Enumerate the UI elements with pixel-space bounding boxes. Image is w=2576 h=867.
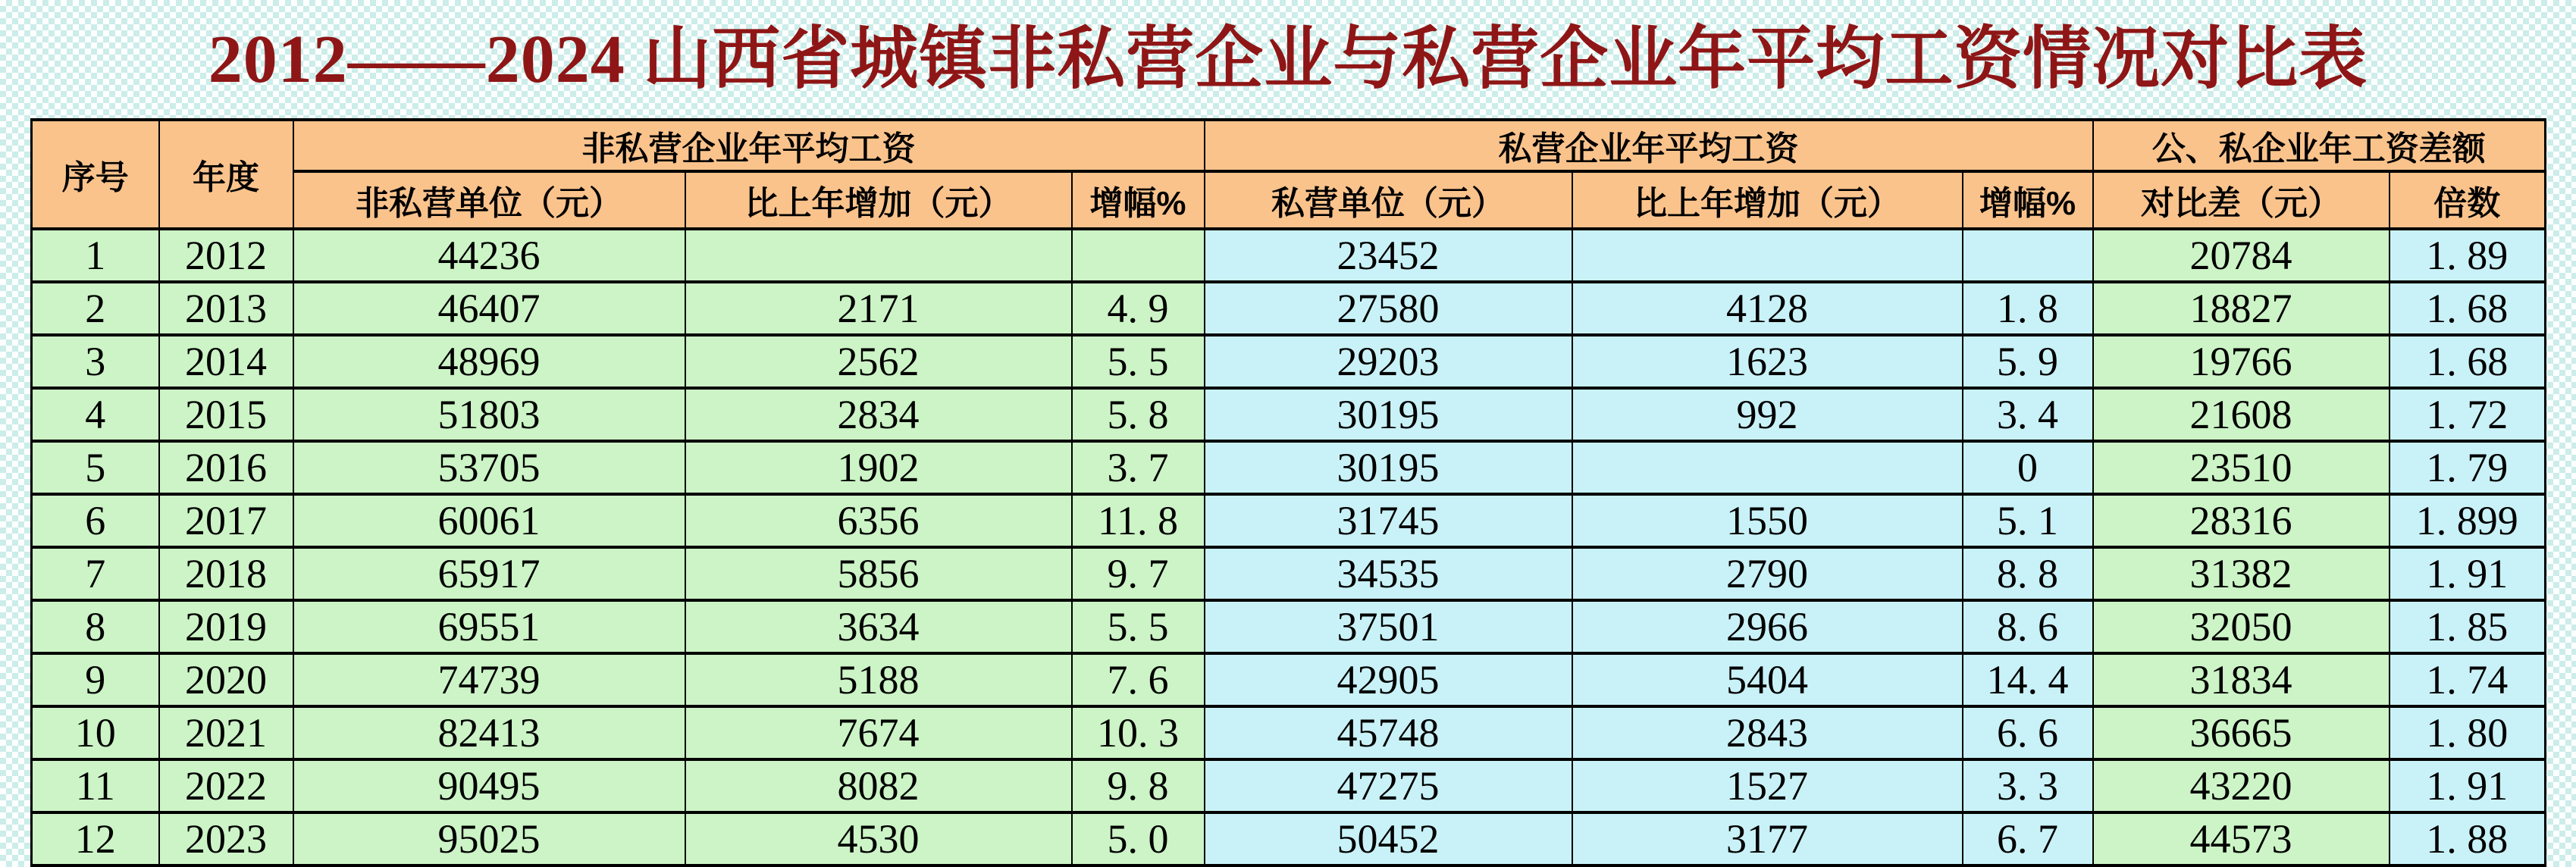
- cell-np-increase: 2834: [685, 388, 1072, 441]
- cell-p-increase: 5404: [1572, 653, 1963, 706]
- cell-year: 2020: [159, 653, 293, 706]
- cell-np-wage: 74739: [293, 653, 685, 706]
- cell-np-increase: 5188: [685, 653, 1072, 706]
- cell-serial: 8: [32, 600, 159, 653]
- cell-np-growth: 5. 5: [1072, 600, 1205, 653]
- cell-p-wage: 37501: [1205, 600, 1572, 653]
- cell-p-growth: 3. 3: [1963, 759, 2093, 812]
- table-row: [32, 282, 2546, 335]
- cell-p-increase: [1572, 229, 1963, 282]
- cell-np-growth: 7. 6: [1072, 653, 1205, 706]
- table-row: [32, 600, 2546, 653]
- cell-p-growth: 6. 6: [1963, 706, 2093, 759]
- cell-p-wage: 31745: [1205, 494, 1572, 547]
- cell-p-growth: 6. 7: [1963, 812, 2093, 865]
- table-row: [32, 653, 2546, 706]
- cell-p-wage: 45748: [1205, 706, 1572, 759]
- header-p-growth: 增幅%: [1963, 171, 2093, 229]
- cell-gap-diff: 18827: [2093, 282, 2390, 335]
- header-gap-ratio: 倍数: [2390, 171, 2546, 229]
- cell-p-wage: 30195: [1205, 441, 1572, 494]
- cell-np-growth: 5. 0: [1072, 812, 1205, 865]
- cell-np-increase: 7674: [685, 706, 1072, 759]
- cell-gap-ratio: 1. 899: [2390, 494, 2546, 547]
- cell-gap-diff: 43220: [2093, 759, 2390, 812]
- cell-np-increase: 3634: [685, 600, 1072, 653]
- header-np-growth: 增幅%: [1072, 171, 1205, 229]
- cell-p-growth: [1963, 229, 2093, 282]
- table-row: [32, 229, 2546, 282]
- cell-year: 2016: [159, 441, 293, 494]
- cell-p-wage: 47275: [1205, 759, 1572, 812]
- cell-serial: 3: [32, 335, 159, 388]
- cell-np-increase: 4530: [685, 812, 1072, 865]
- header-np-unit: 非私营单位（元）: [293, 171, 685, 229]
- cell-gap-ratio: 1. 85: [2390, 600, 2546, 653]
- cell-p-wage: 42905: [1205, 653, 1572, 706]
- cell-p-wage: 29203: [1205, 335, 1572, 388]
- cell-gap-diff: 21608: [2093, 388, 2390, 441]
- cell-p-growth: 0: [1963, 441, 2093, 494]
- cell-gap-diff: 32050: [2093, 600, 2390, 653]
- cell-np-wage: 95025: [293, 812, 685, 865]
- cell-np-growth: 11. 8: [1072, 494, 1205, 547]
- cell-p-increase: 1527: [1572, 759, 1963, 812]
- cell-p-growth: 5. 9: [1963, 335, 2093, 388]
- cell-gap-ratio: 1. 89: [2390, 229, 2546, 282]
- cell-serial: 4: [32, 388, 159, 441]
- cell-gap-ratio: 1. 91: [2390, 547, 2546, 600]
- cell-gap-diff: 19766: [2093, 335, 2390, 388]
- cell-year: 2022: [159, 759, 293, 812]
- cell-serial: 7: [32, 547, 159, 600]
- cell-p-increase: 1550: [1572, 494, 1963, 547]
- wage-comparison-table: [30, 118, 2546, 867]
- table-row: [32, 812, 2546, 865]
- cell-serial: 10: [32, 706, 159, 759]
- cell-np-wage: 82413: [293, 706, 685, 759]
- header-p-unit: 私营单位（元）: [1205, 171, 1572, 229]
- cell-serial: 12: [32, 812, 159, 865]
- cell-np-growth: 10. 3: [1072, 706, 1205, 759]
- cell-np-growth: 3. 7: [1072, 441, 1205, 494]
- cell-gap-diff: 36665: [2093, 706, 2390, 759]
- cell-np-increase: 2562: [685, 335, 1072, 388]
- cell-np-growth: [1072, 229, 1205, 282]
- cell-gap-diff: 31834: [2093, 653, 2390, 706]
- table-row: [32, 706, 2546, 759]
- cell-np-growth: 9. 8: [1072, 759, 1205, 812]
- table-row: [32, 441, 2546, 494]
- cell-p-increase: 1623: [1572, 335, 1963, 388]
- cell-p-growth: 14. 4: [1963, 653, 2093, 706]
- cell-gap-ratio: 1. 80: [2390, 706, 2546, 759]
- cell-gap-diff: 23510: [2093, 441, 2390, 494]
- cell-p-increase: 992: [1572, 388, 1963, 441]
- table-row: [32, 335, 2546, 388]
- header-group-row: [32, 120, 2546, 171]
- cell-year: 2017: [159, 494, 293, 547]
- cell-p-increase: 2790: [1572, 547, 1963, 600]
- cell-gap-ratio: 1. 74: [2390, 653, 2546, 706]
- header-group-gap: 公、私企业年工资差额: [2093, 120, 2546, 171]
- cell-p-increase: 4128: [1572, 282, 1963, 335]
- cell-serial: 11: [32, 759, 159, 812]
- cell-np-increase: 1902: [685, 441, 1072, 494]
- cell-np-wage: 90495: [293, 759, 685, 812]
- table-row: [32, 494, 2546, 547]
- cell-p-wage: 23452: [1205, 229, 1572, 282]
- cell-gap-diff: 20784: [2093, 229, 2390, 282]
- cell-serial: 6: [32, 494, 159, 547]
- cell-p-growth: 3. 4: [1963, 388, 2093, 441]
- cell-np-wage: 48969: [293, 335, 685, 388]
- cell-p-wage: 34535: [1205, 547, 1572, 600]
- cell-year: 2014: [159, 335, 293, 388]
- header-gap-diff: 对比差（元）: [2093, 171, 2390, 229]
- cell-np-wage: 65917: [293, 547, 685, 600]
- cell-np-increase: 5856: [685, 547, 1072, 600]
- cell-np-increase: 8082: [685, 759, 1072, 812]
- cell-serial: 2: [32, 282, 159, 335]
- cell-serial: 1: [32, 229, 159, 282]
- cell-np-wage: 60061: [293, 494, 685, 547]
- cell-gap-ratio: 1. 68: [2390, 335, 2546, 388]
- cell-year: 2012: [159, 229, 293, 282]
- table-row: [32, 547, 2546, 600]
- table-body: [32, 229, 2546, 865]
- cell-np-wage: 46407: [293, 282, 685, 335]
- header-group-private: 私营企业年平均工资: [1205, 120, 2093, 171]
- cell-p-wage: 27580: [1205, 282, 1572, 335]
- page-title: 2012——2024 山西省城镇非私营企业与私营企业年平均工资情况对比表: [208, 22, 2368, 97]
- cell-np-wage: 69551: [293, 600, 685, 653]
- table-header: [32, 120, 2546, 229]
- cell-gap-ratio: 1. 79: [2390, 441, 2546, 494]
- cell-gap-ratio: 1. 68: [2390, 282, 2546, 335]
- cell-year: 2018: [159, 547, 293, 600]
- cell-gap-ratio: 1. 88: [2390, 812, 2546, 865]
- cell-gap-ratio: 1. 72: [2390, 388, 2546, 441]
- cell-np-wage: 51803: [293, 388, 685, 441]
- header-np-increase: 比上年增加（元）: [685, 171, 1072, 229]
- cell-gap-diff: 31382: [2093, 547, 2390, 600]
- cell-serial: 5: [32, 441, 159, 494]
- cell-np-growth: 5. 5: [1072, 335, 1205, 388]
- cell-np-growth: 5. 8: [1072, 388, 1205, 441]
- header-year: 年度: [159, 120, 293, 229]
- cell-serial: 9: [32, 653, 159, 706]
- cell-p-increase: 2966: [1572, 600, 1963, 653]
- cell-np-wage: 44236: [293, 229, 685, 282]
- cell-p-increase: 2843: [1572, 706, 1963, 759]
- cell-p-growth: 5. 1: [1963, 494, 2093, 547]
- cell-np-growth: 4. 9: [1072, 282, 1205, 335]
- cell-year: 2021: [159, 706, 293, 759]
- header-sub-row: [32, 171, 2546, 229]
- table-row: [32, 759, 2546, 812]
- cell-np-increase: 6356: [685, 494, 1072, 547]
- cell-p-growth: 8. 8: [1963, 547, 2093, 600]
- cell-np-increase: [685, 229, 1072, 282]
- cell-year: 2023: [159, 812, 293, 865]
- cell-year: 2019: [159, 600, 293, 653]
- cell-p-increase: 3177: [1572, 812, 1963, 865]
- cell-gap-diff: 44573: [2093, 812, 2390, 865]
- cell-gap-diff: 28316: [2093, 494, 2390, 547]
- header-group-nonprivate: 非私营企业年平均工资: [293, 120, 1205, 171]
- header-serial: 序号: [32, 120, 159, 229]
- cell-np-wage: 53705: [293, 441, 685, 494]
- cell-p-growth: 1. 8: [1963, 282, 2093, 335]
- cell-p-wage: 50452: [1205, 812, 1572, 865]
- cell-p-wage: 30195: [1205, 388, 1572, 441]
- cell-p-increase: [1572, 441, 1963, 494]
- cell-year: 2013: [159, 282, 293, 335]
- table-row: [32, 388, 2546, 441]
- cell-year: 2015: [159, 388, 293, 441]
- cell-np-growth: 9. 7: [1072, 547, 1205, 600]
- cell-p-growth: 8. 6: [1963, 600, 2093, 653]
- header-p-increase: 比上年增加（元）: [1572, 171, 1963, 229]
- cell-gap-ratio: 1. 91: [2390, 759, 2546, 812]
- cell-np-increase: 2171: [685, 282, 1072, 335]
